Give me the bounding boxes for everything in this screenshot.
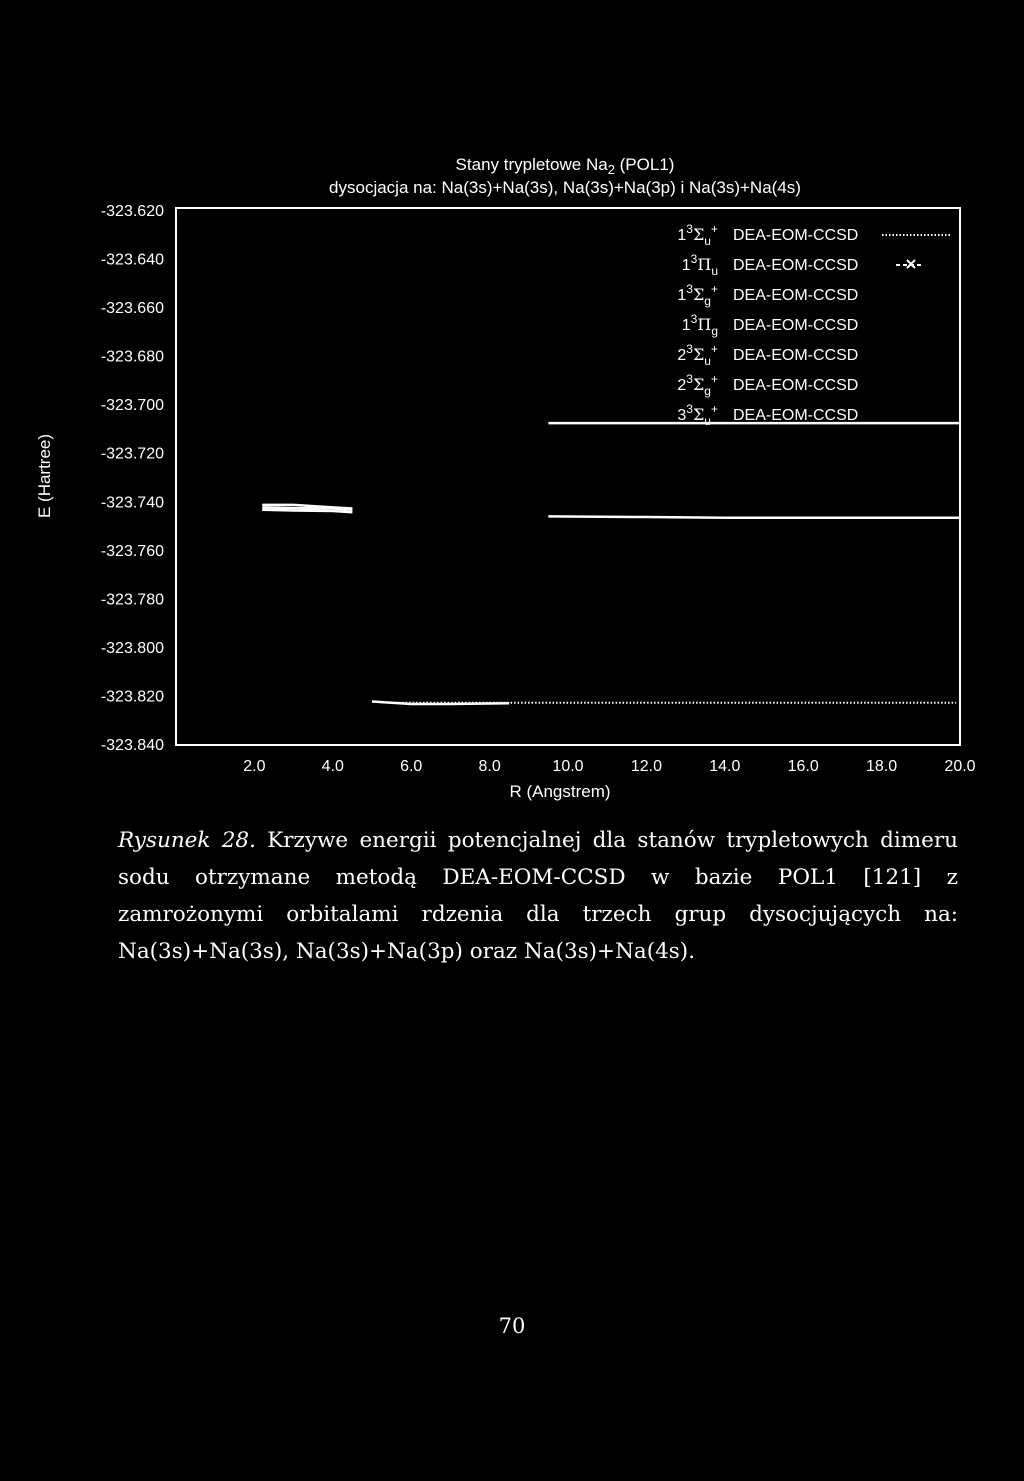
y-tick-label: -323.640 [100, 251, 164, 269]
y-tick-label: -323.760 [100, 542, 164, 560]
y-tick-label: -323.720 [100, 445, 164, 463]
legend-method-label: DEA-EOM-CCSD [733, 377, 859, 394]
x-tick-label: 8.0 [478, 758, 501, 775]
legend-item [677, 372, 858, 398]
legend-state-label: $1^3\Pi_u$ [681, 252, 718, 278]
x-tick-label: 2.0 [243, 758, 266, 775]
x-tick-label: 20.0 [944, 758, 976, 775]
legend-item [677, 282, 858, 308]
legend-item [677, 342, 858, 368]
legend-state-label: $1^3\Pi_g$ [681, 312, 718, 338]
y-tick-label: -323.800 [100, 639, 164, 657]
x-tick-label: 16.0 [787, 758, 819, 775]
x-axis-label: R (Angstrem) [509, 782, 611, 801]
x-tick-label: 12.0 [630, 758, 662, 775]
legend-state-label: $1^3\Sigma_g^+$ [677, 282, 718, 308]
legend-method-label: DEA-EOM-CCSD [733, 227, 859, 244]
series-line-6 [548, 516, 960, 517]
page-number: 70 [498, 1314, 526, 1338]
y-tick-label: -323.660 [100, 300, 164, 318]
caption-label: Rysunek 28. [118, 828, 256, 853]
legend-item [682, 312, 859, 338]
legend-method-label: DEA-EOM-CCSD [733, 347, 859, 364]
y-tick-label: -323.840 [100, 737, 164, 754]
legend-state-label: $3^3\Sigma_u^+$ [677, 402, 718, 428]
x-tick-label: 6.0 [400, 758, 423, 775]
legend-method-label: DEA-EOM-CCSD [733, 317, 859, 334]
legend-method-label: DEA-EOM-CCSD [733, 287, 859, 304]
x-tick-label: 4.0 [321, 758, 344, 775]
y-tick-label: -323.700 [100, 397, 164, 415]
x-tick-label: 14.0 [709, 758, 741, 775]
legend-state-label: $1^3\Sigma_u^+$ [677, 222, 718, 248]
y-tick-label: -323.740 [100, 494, 164, 512]
legend-state-label: $2^3\Sigma_u^+$ [677, 342, 718, 368]
chart-subtitle: dysocjacja na: Na(3s)+Na(3s), Na(3s)+Na(3p) i Na(3s)+Na(4s) [329, 178, 801, 197]
legend-method-label: DEA-EOM-CCSD [733, 407, 859, 424]
legend-item [677, 222, 950, 248]
legend-item [682, 252, 922, 278]
y-axis-label: E (Hartree) [35, 433, 54, 519]
y-tick-label: -323.620 [100, 203, 164, 220]
x-axis [243, 758, 975, 775]
legend-method-label: DEA-EOM-CCSD [733, 257, 859, 274]
legend [677, 222, 950, 428]
x-tick-label: 18.0 [866, 758, 898, 775]
figure-caption [118, 822, 958, 970]
legend-state-label: $2^3\Sigma_g^+$ [677, 372, 718, 398]
caption-text: Krzywe energii potencjalnej dla stanów trypletowych dimeru sodu otrzymane metodą DEA-EOM-CCSD w bazie POL1 [121] z zamrożonymi orbitalami rdzenia dla trzech grup dysocjujących na: Na(3s)+Na(3s), Na(3s)+Na(3p) oraz Na(3s)+Na(4s). [118, 828, 958, 964]
chart-title: Stany trypletowe $Na_2$ (POL1) [455, 155, 675, 177]
y-tick-label: -323.680 [100, 348, 164, 366]
y-tick-label: -323.820 [100, 688, 164, 706]
y-tick-label: -323.780 [100, 591, 164, 609]
y-axis [101, 203, 164, 754]
x-tick-label: 10.0 [552, 758, 584, 775]
series-layer [262, 423, 960, 704]
